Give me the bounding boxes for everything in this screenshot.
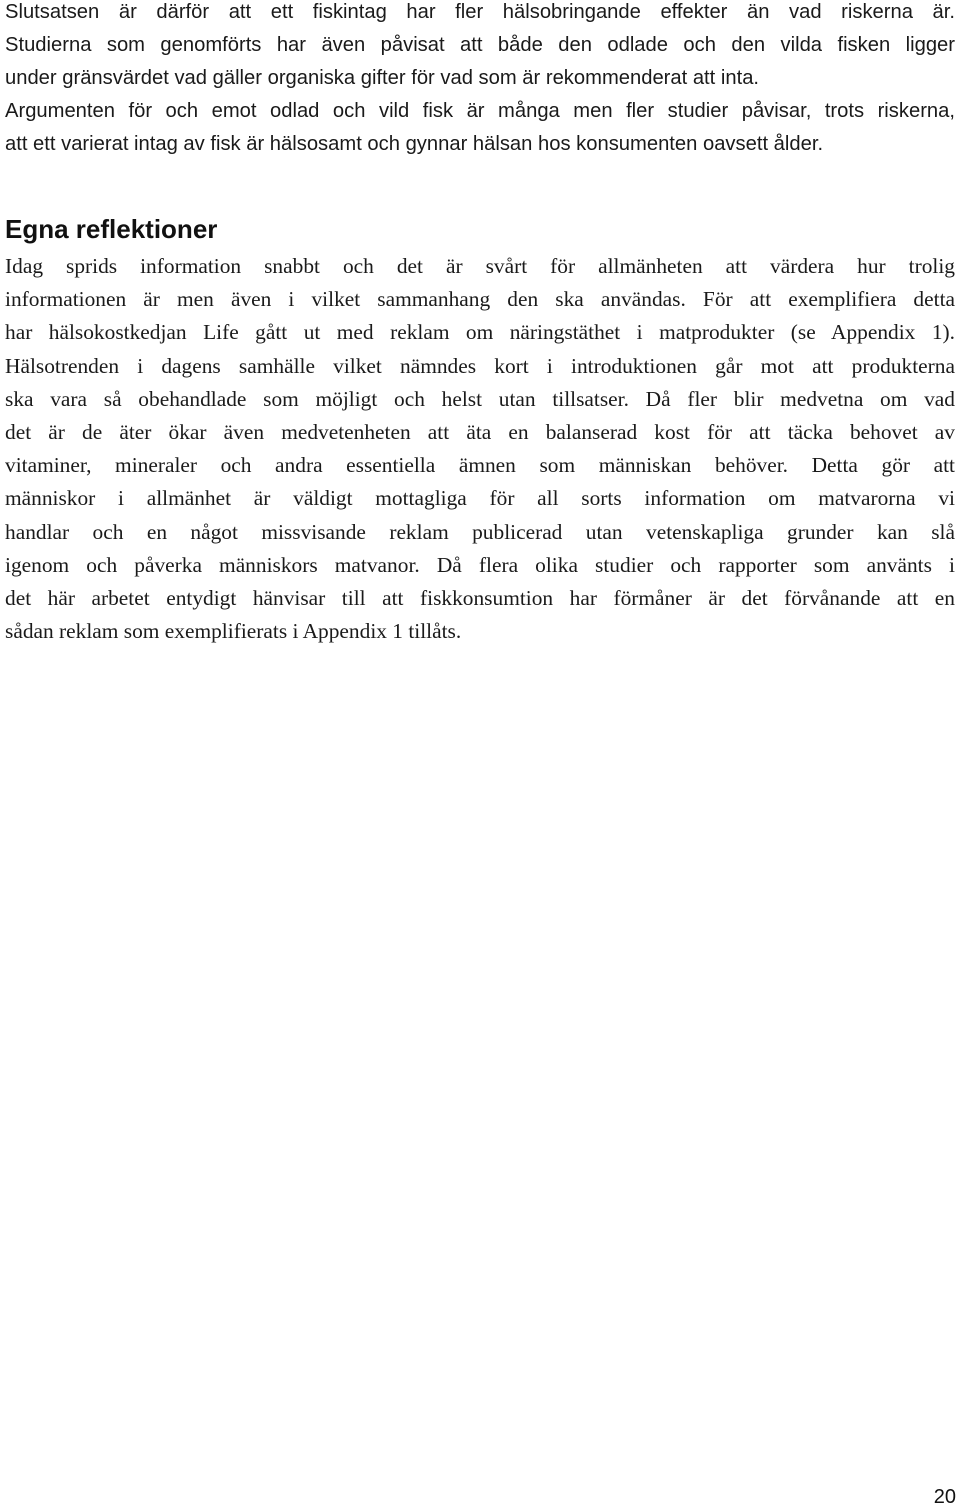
section-heading: Egna reflektioner <box>5 214 218 244</box>
text-line: handlar och en något missvisande reklam publicerad utan vetenskapliga grunder kan slå <box>5 519 955 544</box>
paragraph-conclusion <box>5 0 955 161</box>
text-line: vitaminer, mineraler och andra essentiella ämnen som människan behöver. Detta gör att <box>5 453 955 478</box>
text-line: sådan reklam som exemplifierats i Appendix 1 tillåts. <box>5 619 462 644</box>
text-line: Studierna som genomförts har även påvisat att både den odlade och den vilda fisken ligger <box>5 34 955 56</box>
text-line: det är de äter ökar även medvetenheten att äta en balanserad kost för att täcka behovet av <box>5 420 955 445</box>
text-line: att ett varierat intag av fisk är hälsosamt och gynnar hälsan hos konsumenten oavsett ålder. <box>5 133 824 155</box>
text-line: det här arbetet entydigt hänvisar till att fiskkonsumtion har förmåner är det förvånande att en <box>5 586 955 611</box>
text-line: Idag sprids information snabbt och det är svårt för allmänheten att värdera hur trolig <box>5 254 955 278</box>
text-line: människor i allmänhet är väldigt mottagliga för all sorts information om matvarorna vi <box>5 486 955 511</box>
text-line: har hälsokostkedjan Life gått ut med reklam om näringstäthet i matprodukter (se Appendix 1). <box>5 320 955 345</box>
page-number: 20 <box>933 1486 956 1508</box>
text-line: igenom och påverka människors matvanor. Då flera olika studier och rapporter som använts i <box>5 552 955 577</box>
text-line: under gränsvärdet vad gäller organiska gifter för vad som är rekommenderat att inta. <box>5 67 760 89</box>
text-line: Argumenten för och emot odlad och vild fisk är många men fler studier påvisar, trots riskerna, <box>5 100 955 122</box>
text-line: informationen är men även i vilket sammanhang den ska användas. För att exemplifiera detta <box>5 287 955 312</box>
text-line: Hälsotrenden i dagens samhälle vilket nämndes kort i introduktionen går mot att produkterna <box>5 353 955 378</box>
text-line: ska vara så obehandlade som möjligt och helst utan tillsatser. Då fler blir medvetna om vad <box>5 386 955 411</box>
paragraph-reflections <box>5 250 955 648</box>
text-line: Slutsatsen är därför att ett fiskintag har fler hälsobringande effekter än vad riskerna är. <box>5 1 955 23</box>
